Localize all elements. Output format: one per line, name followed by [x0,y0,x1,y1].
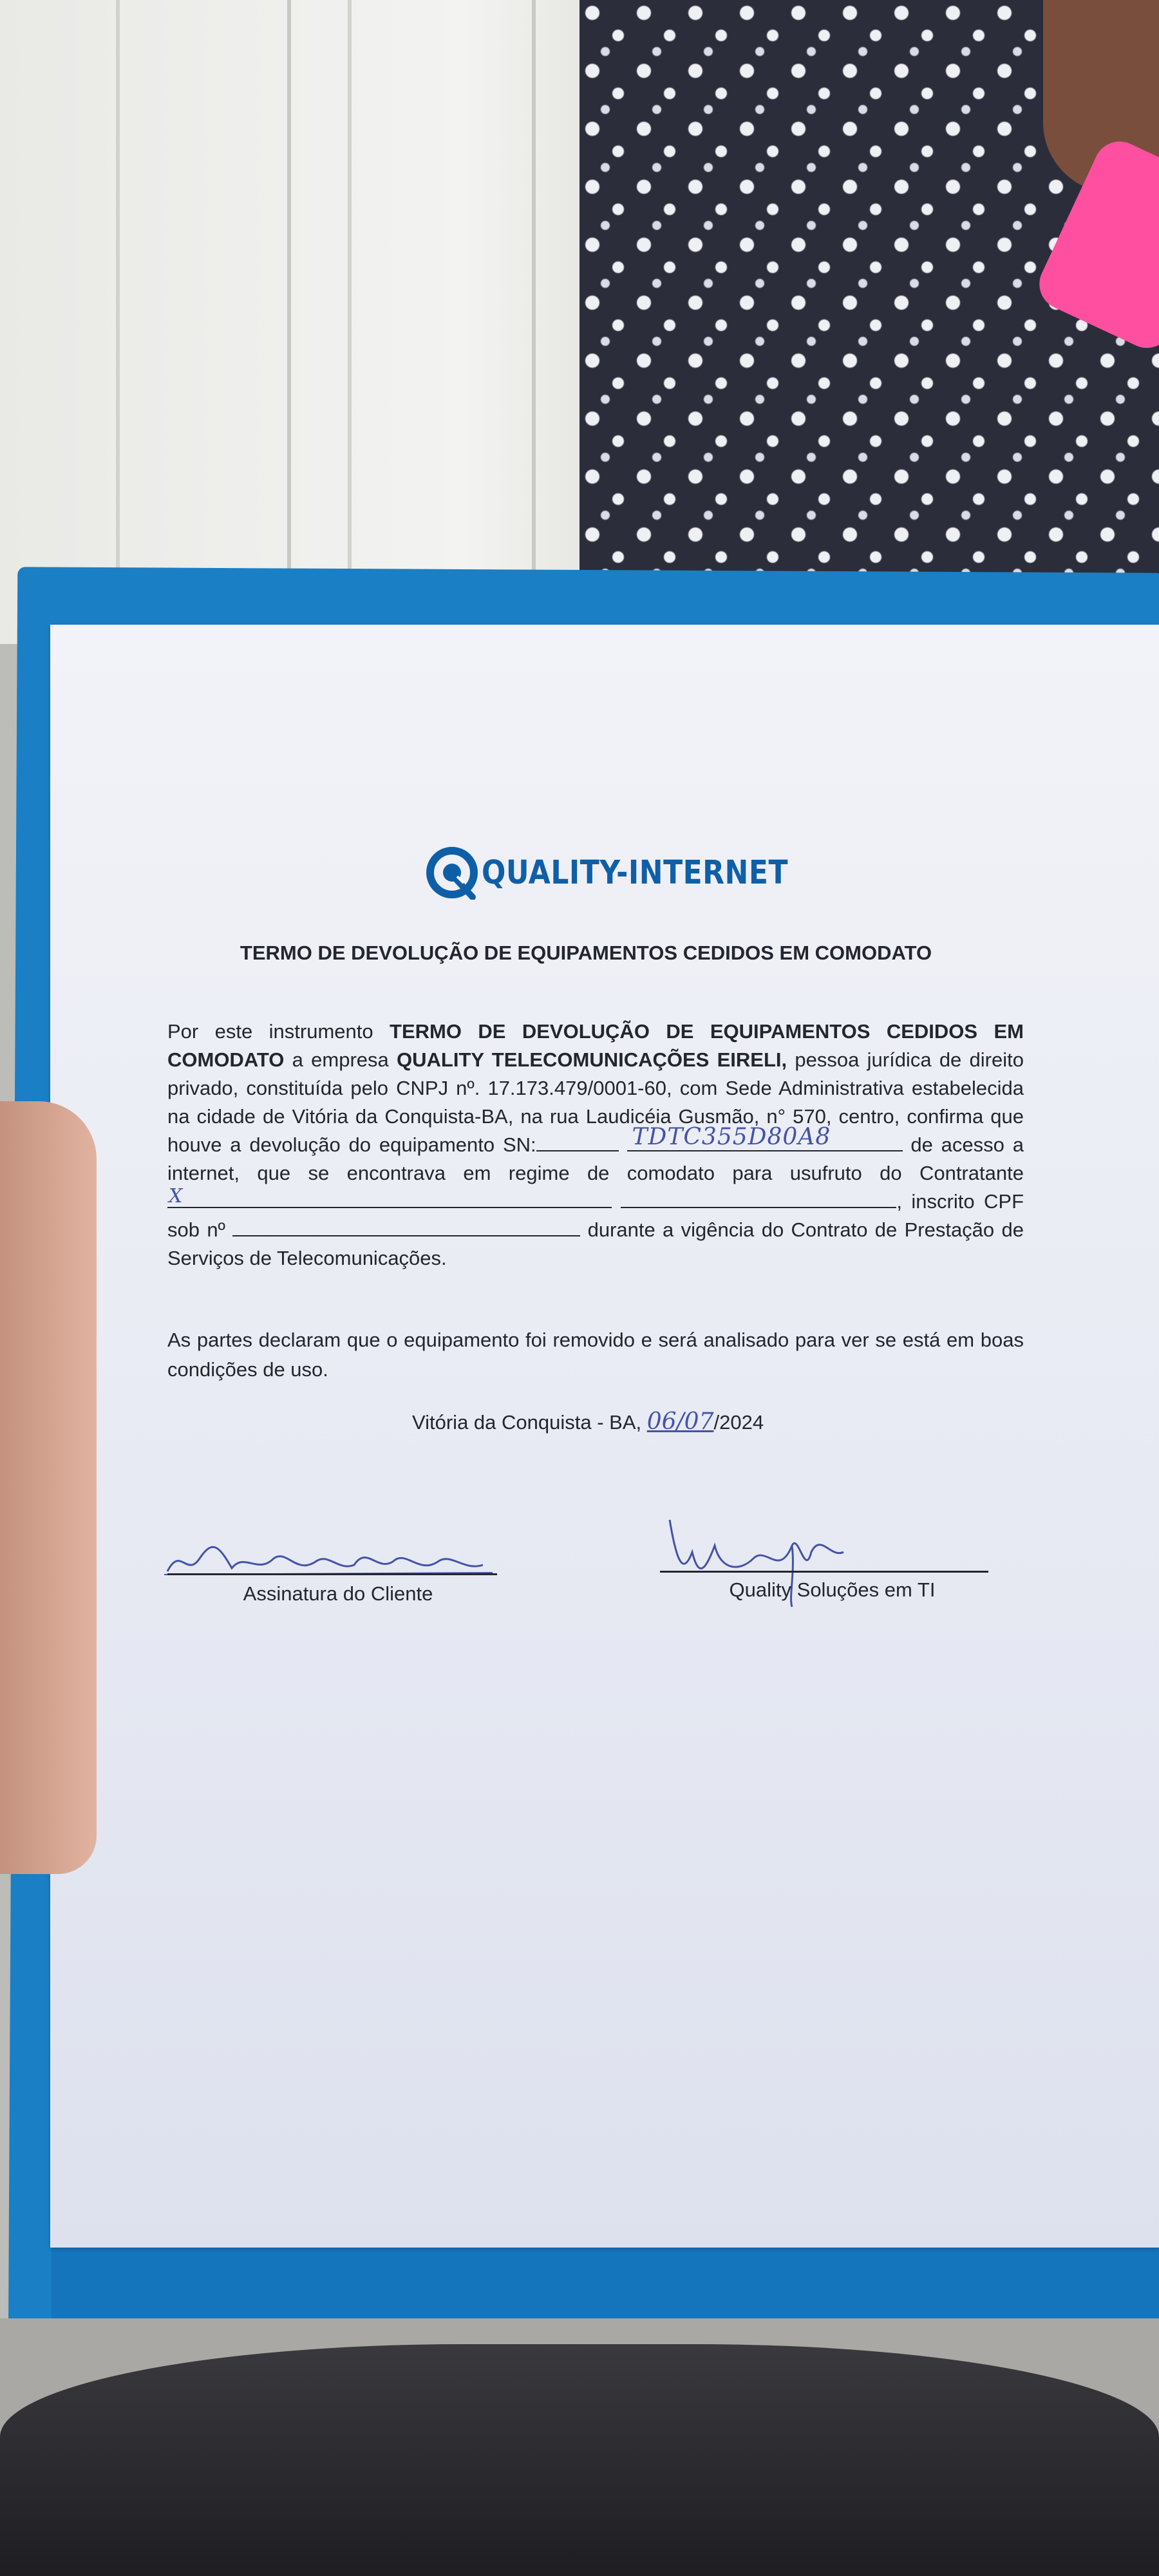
p1-cpf: , inscrito CPF sob nº [167,1190,1024,1241]
serial-blank-end [536,1132,619,1151]
document-title: TERMO DE DEVOLUÇÃO DE EQUIPAMENTOS CEDIDOS EM COMODATO [240,942,932,964]
paragraph-declaration: As partes declaram que o equipamento foi removido e será analisado para ver se está em boas condições de uso. [167,1329,1024,1381]
date-prefix: Vitória da Conquista - BA, [412,1411,647,1434]
contractor-blank-2 [621,1189,896,1208]
holding-thumb [0,1101,97,1874]
p1-access: de acesso a internet, que se encontrava em regime de comodato para usufruto do Contratante [167,1133,1024,1184]
company-logo [425,844,788,902]
logo-q-icon [425,846,479,900]
date-handwritten: 06/07 [646,1408,714,1435]
background-pants [0,2344,1159,2576]
contractor-blank [167,1185,612,1208]
p1-end: durante a vigência do Contrato de Prestação de Serviços de Telecomunicações. [167,1218,1024,1269]
paragraph-main [167,1018,1024,1273]
p1-a-empresa: a empresa [284,1048,397,1071]
serial-blank [627,1124,903,1151]
serial-handwriting: TDTC355D80A8 [632,1124,831,1150]
p1-intro: Por este instrumento [167,1020,390,1043]
date-suffix: /2024 [713,1411,764,1434]
company-signature-line [660,1571,988,1573]
date-line [412,1408,863,1435]
p1-term: TERMO DE DEVOLUÇÃO DE EQUIPAMENTOS CEDIDOS EM COMODATO [167,1020,1024,1071]
contractor-mark: X [169,1185,183,1208]
p1-rest: pessoa jurídica de direito privado, constituída pelo CNPJ nº. 17.173.479/0001-60, com Sede Administrativa estabelecida na cidade de Vitória da Conquista-BA, na rua Laudicéia Gusmão, n° 570, centro, confirma que houve a devolução do equipamento SN: [167,1048,1024,1156]
client-signature-line [167,1573,497,1575]
company-signature-label: Quality Soluções em TI [729,1578,936,1601]
cpf-blank [232,1217,580,1236]
logo-text: QUALITY-INTERNET [482,853,788,892]
client-signature-ink [161,1533,496,1584]
p1-company: QUALITY TELECOMUNICAÇÕES EIRELI, [397,1048,787,1071]
client-signature-label: Assinatura do Cliente [243,1582,433,1605]
